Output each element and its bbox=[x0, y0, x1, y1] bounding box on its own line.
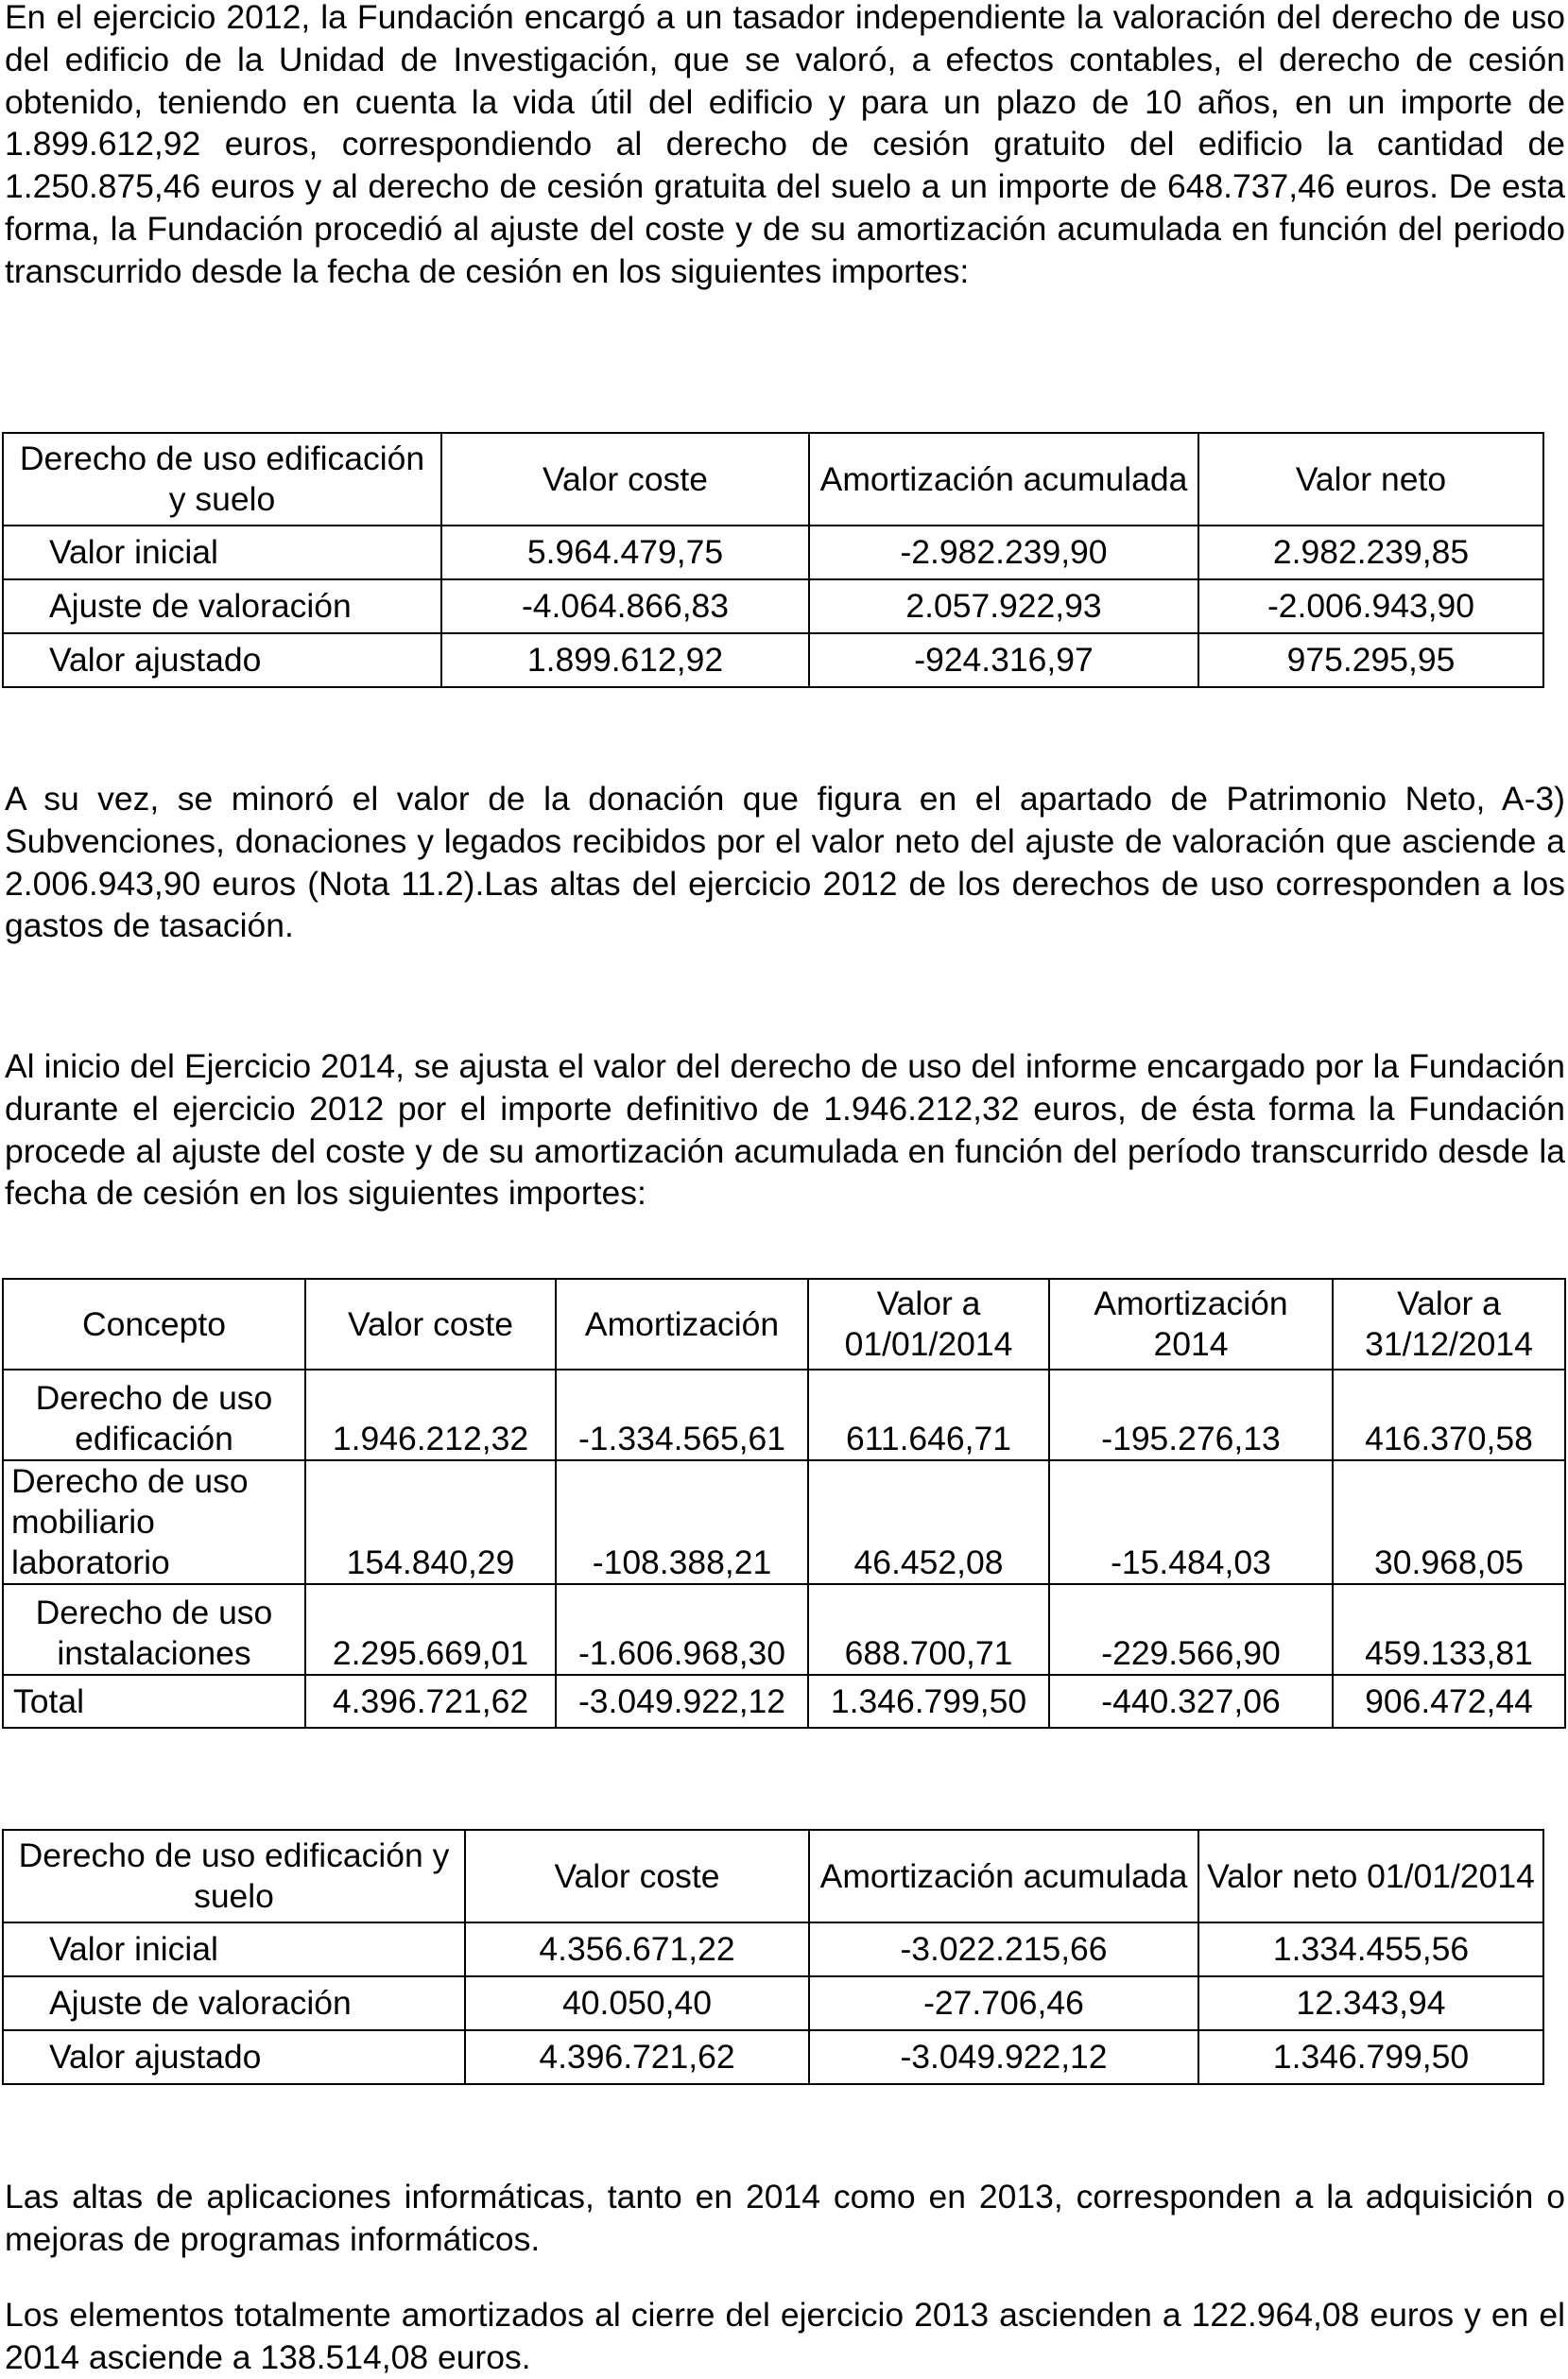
paragraph-amortizados: Los elementos totalmente amortizados al cierre del ejercicio 2013 ascienden a 122.964,08 euros y en el 2014 asciende a 138.514,08 euros. bbox=[5, 2296, 1565, 2376]
row-label: Valor ajustado bbox=[3, 2030, 465, 2084]
header-cell: Valor coste bbox=[305, 1279, 556, 1370]
cell-value: 416.370,58 bbox=[1333, 1370, 1565, 1460]
cell-value: 12.343,94 bbox=[1198, 1976, 1543, 2030]
cell-value: -4.064.866,83 bbox=[441, 579, 809, 633]
row-label: Valor ajustado bbox=[3, 633, 441, 687]
cell-value: 906.472,44 bbox=[1333, 1675, 1565, 1728]
cell-value: -2.982.239,90 bbox=[809, 526, 1198, 579]
cell-value: -3.049.922,12 bbox=[809, 2030, 1198, 2084]
header-cell: Valor a 31/12/2014 bbox=[1333, 1279, 1565, 1370]
cell-value: 4.396.721,62 bbox=[305, 1675, 556, 1728]
row-label: Total bbox=[3, 1675, 305, 1728]
header-cell: Valor neto 01/01/2014 bbox=[1198, 1830, 1543, 1922]
cell-value: 40.050,40 bbox=[465, 1976, 809, 2030]
header-cell: Valor a 01/01/2014 bbox=[808, 1279, 1049, 1370]
header-cell: Amortización bbox=[556, 1279, 808, 1370]
paragraph-ajuste-2014: Al inicio del Ejercicio 2014, se ajusta el valor del derecho de uso del informe encargado por la Fundación durante el ejercicio 2012 por el importe definitivo de 1.946.212,32 euros, de ésta forma la Fundación procede al ajuste del coste y de su amortización acumulada en función del período transcurrido desde la fecha de cesión en los siguientes importes: bbox=[5, 1047, 1565, 1213]
row-label: Derecho de uso instalaciones bbox=[3, 1584, 305, 1675]
header-cell: Derecho de uso edificación y suelo bbox=[3, 433, 441, 526]
cell-value: 459.133,81 bbox=[1333, 1584, 1565, 1675]
row-label: Valor inicial bbox=[3, 526, 441, 579]
cell-value: 2.982.239,85 bbox=[1198, 526, 1543, 579]
cell-value: -3.049.922,12 bbox=[556, 1675, 808, 1728]
cell-value: -1.606.968,30 bbox=[556, 1584, 808, 1675]
row-label: Ajuste de valoración bbox=[3, 579, 441, 633]
table-row bbox=[3, 579, 1543, 633]
header-cell: Amortización 2014 bbox=[1049, 1279, 1333, 1370]
header-cell: Concepto bbox=[3, 1279, 305, 1370]
cell-value: -108.388,21 bbox=[556, 1460, 808, 1584]
paragraph-aplicaciones: Las altas de aplicaciones informáticas, tanto en 2014 como en 2013, corresponden a la adquisición o mejoras de programas informáticos. bbox=[5, 2178, 1565, 2258]
cell-value: -15.484,03 bbox=[1049, 1460, 1333, 1584]
table-header-row bbox=[3, 1279, 1565, 1370]
cell-value: 2.295.669,01 bbox=[305, 1584, 556, 1675]
cell-value: -440.327,06 bbox=[1049, 1675, 1333, 1728]
header-cell: Valor coste bbox=[465, 1830, 809, 1922]
cell-value: -229.566,90 bbox=[1049, 1584, 1333, 1675]
cell-value: -3.022.215,66 bbox=[809, 1922, 1198, 1976]
table-header-row bbox=[3, 433, 1543, 526]
table-ajuste-2012 bbox=[2, 432, 1544, 688]
header-cell: Derecho de uso edificación y suelo bbox=[3, 1830, 465, 1922]
table-derechos-2014 bbox=[2, 1278, 1566, 1729]
paragraph-donacion: A su vez, se minoró el valor de la donación que figura en el apartado de Patrimonio Neto, A-3) Subvenciones, donaciones y legados recibidos por el valor neto del ajuste de valoración que asciende a 2.006.943,90 euros (Nota 11.2).Las altas del ejercicio 2012 de los derechos de uso corresponden a los gastos de tasación. bbox=[5, 780, 1565, 945]
table-row bbox=[3, 2030, 1543, 2084]
cell-value: 30.968,05 bbox=[1333, 1460, 1565, 1584]
cell-value: -27.706,46 bbox=[809, 1976, 1198, 2030]
row-label: Derecho de uso edificación bbox=[3, 1370, 305, 1460]
header-cell: Valor coste bbox=[441, 433, 809, 526]
table-row bbox=[3, 1460, 1565, 1584]
table-row bbox=[3, 1976, 1543, 2030]
cell-value: 46.452,08 bbox=[808, 1460, 1049, 1584]
cell-value: 1.346.799,50 bbox=[808, 1675, 1049, 1728]
table-total-row bbox=[3, 1675, 1565, 1728]
row-label: Valor inicial bbox=[3, 1922, 465, 1976]
table-row bbox=[3, 1584, 1565, 1675]
cell-value: 688.700,71 bbox=[808, 1584, 1049, 1675]
cell-value: 1.899.612,92 bbox=[441, 633, 809, 687]
table-row bbox=[3, 633, 1543, 687]
table-row bbox=[3, 526, 1543, 579]
cell-value: -195.276,13 bbox=[1049, 1370, 1333, 1460]
header-cell: Amortización acumulada bbox=[809, 433, 1198, 526]
table-ajuste-2014 bbox=[2, 1829, 1544, 2085]
table-header-row bbox=[3, 1830, 1543, 1922]
header-cell: Valor neto bbox=[1198, 433, 1543, 526]
row-label-text: Derecho de uso mobiliario laboratorio bbox=[11, 1462, 249, 1581]
cell-value: 2.057.922,93 bbox=[809, 579, 1198, 633]
table-row bbox=[3, 1922, 1543, 1976]
paragraph-tasacion-2012: En el ejercicio 2012, la Fundación encargó a un tasador independiente la valoración del derecho de uso del edificio de la Unidad de Investigación, que se valoró, a efectos contables, el derecho de cesión obtenido, teniendo en cuenta la vida útil del edificio y para un plazo de 10 años, en un importe de 1.899.612,92 euros, correspondiendo al derecho de cesión gratuito del edificio la cantidad de 1.250.875,46 euros y al derecho de cesión gratuita del suelo a un importe de 648.737,46 euros. De esta forma, la Fundación procedió al ajuste del coste y de su amortización acumulada en función del periodo transcurrido desde la fecha de cesión en los siguientes importes: bbox=[5, 0, 1565, 290]
cell-value: 1.346.799,50 bbox=[1198, 2030, 1543, 2084]
cell-value: -2.006.943,90 bbox=[1198, 579, 1543, 633]
cell-value: 4.396.721,62 bbox=[465, 2030, 809, 2084]
cell-value: 4.356.671,22 bbox=[465, 1922, 809, 1976]
row-label: Ajuste de valoración bbox=[3, 1976, 465, 2030]
header-cell: Amortización acumulada bbox=[809, 1830, 1198, 1922]
cell-value: 5.964.479,75 bbox=[441, 526, 809, 579]
table-row bbox=[3, 1370, 1565, 1460]
cell-value: 154.840,29 bbox=[305, 1460, 556, 1584]
cell-value: -924.316,97 bbox=[809, 633, 1198, 687]
cell-value: 611.646,71 bbox=[808, 1370, 1049, 1460]
cell-value: 1.334.455,56 bbox=[1198, 1922, 1543, 1976]
row-label bbox=[3, 1460, 305, 1584]
cell-value: -1.334.565,61 bbox=[556, 1370, 808, 1460]
cell-value: 1.946.212,32 bbox=[305, 1370, 556, 1460]
cell-value: 975.295,95 bbox=[1198, 633, 1543, 687]
